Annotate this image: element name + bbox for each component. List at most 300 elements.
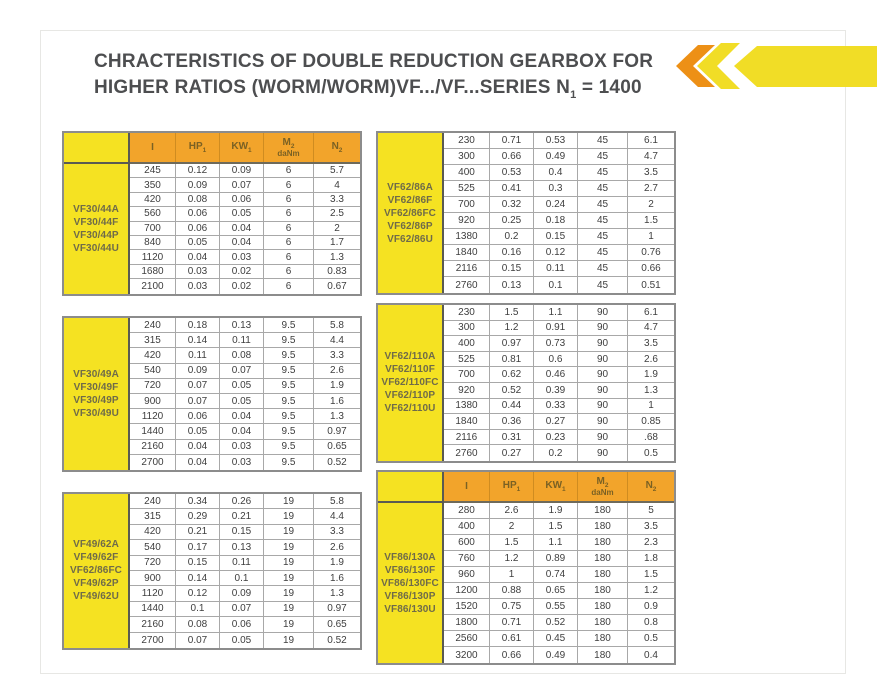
table-row [444,352,674,368]
table-row [444,414,674,430]
table-cell: 0.2 [534,445,578,461]
table-cell: 0.03 [176,279,220,293]
table-cell: 2.5 [330,208,344,220]
table-cell: 0.06 [176,409,220,423]
table-cell: 45 [578,133,628,148]
table-cell: 180 [578,647,628,663]
table-cell: 1.9 [534,503,578,518]
table-cell: 3.3 [330,526,344,538]
table-cell: 180 [578,535,628,550]
table-cell: 5.7 [330,165,344,177]
table-cell: 0.14 [176,333,220,347]
table-cell: 1520 [444,599,490,614]
table-cell: 0.1 [176,602,220,616]
model-label: VF86/130P [384,590,436,602]
table-cell: 0.02 [220,265,264,278]
table-cell: 1120 [130,250,176,263]
table-row [130,394,360,409]
table-row [444,305,674,321]
table-cell: 0.2 [490,229,534,244]
table-cell: 19 [264,571,314,585]
table-cell: 315 [130,333,176,347]
table-cell: 840 [130,236,176,249]
table-cell: 19 [264,494,314,508]
table-cell: 420 [130,193,176,206]
model-label: VF62/86U [387,233,433,245]
table-cell: 0.11 [220,333,264,347]
table-cell: 1 [648,231,654,242]
table-data-column [444,305,674,461]
table-cell: 6 [264,265,314,278]
table-cell: 0.24 [534,197,578,212]
table-cell: 2100 [130,279,176,293]
table-cell: 4.7 [644,151,658,162]
table-cell: 0.09 [176,364,220,378]
table-cell: 2.6 [490,503,534,518]
table-cell: 0.03 [176,265,220,278]
table-cell: 4 [334,179,340,191]
table-cell: 2.6 [644,353,658,365]
table-cell: 90 [578,445,628,461]
table-cell: 0.05 [176,236,220,249]
table-cell: 0.97 [327,425,347,437]
table-cell: 6 [264,236,314,249]
title-line2: HIGHER RATIOS (WORM/WORM)VF.../VF...SERIES $N_1 = 1400$ [94,77,642,101]
table-cell: 280 [444,503,490,518]
table-cell: 0.91 [534,321,578,336]
table-cell: 0.49 [534,149,578,164]
model-label: VF30/44U [73,242,119,254]
table-cell: 0.44 [490,399,534,414]
table-cell: 0.06 [220,617,264,631]
table-cell: 0.71 [490,615,534,630]
table-row [130,333,360,348]
table-row [444,615,674,631]
table-row [444,583,674,599]
table-row [130,250,360,264]
table-cell: 4.7 [644,322,658,334]
table-cell: 45 [578,165,628,180]
table-cell: 0.17 [176,540,220,554]
table-row [130,164,360,178]
table-cell: 2760 [444,277,490,293]
table-cell: 90 [578,321,628,336]
table-cell: 45 [578,277,628,293]
table-header-row [130,133,360,164]
table-cell: 0.15 [220,525,264,539]
gearbox-table-vf62-110 [376,303,676,463]
table-cell: 420 [130,348,176,362]
table-cell: 4.4 [330,334,344,346]
model-label: VF30/44F [73,216,119,228]
table-cell: 0.52 [490,383,534,398]
table-cell: 9.5 [264,394,314,408]
table-cell: 0.06 [220,193,264,206]
yellow-bar [734,46,877,87]
column-header: $N_2$ [331,141,343,154]
table-cell: 540 [130,364,176,378]
table-cell: 9.5 [264,379,314,393]
table-cell: 6 [264,193,314,206]
table-cell: 2560 [444,631,490,646]
table-cell: 400 [444,519,490,534]
model-label: VF62/86F [387,194,433,206]
table-cell: 0.03 [220,455,264,470]
table-row [444,519,674,535]
table-cell: 0.83 [327,265,347,277]
table-label [378,305,442,461]
table-cell: 0.12 [176,586,220,600]
table-cell: 6 [264,222,314,235]
title-subscript: 1 [570,88,577,101]
table-cell: 0.34 [176,494,220,508]
table-cell: 1.1 [534,535,578,550]
table-cell: 0.15 [176,556,220,570]
table-data-column [130,318,360,470]
table-cell: 0.04 [220,236,264,249]
table-cell: 0.07 [176,633,220,648]
table-cell: 0.33 [534,399,578,414]
table-cell: 90 [578,352,628,367]
table-cell: 180 [578,599,628,614]
table-cell: 0.52 [327,634,347,646]
table-cell: 0.04 [220,424,264,438]
table-cell: 0.27 [534,414,578,429]
table-row [130,540,360,555]
table-row [130,207,360,221]
table-cell: 0.05 [220,633,264,648]
table-cell: 3.5 [644,521,658,532]
table-cell: 0.02 [220,279,264,293]
model-label: VF30/44P [73,229,119,241]
table-label [64,318,128,470]
table-cell: 9.5 [264,348,314,362]
table-label [64,164,128,294]
table-cell: 90 [578,367,628,382]
model-label: VF62/110P [384,390,436,402]
table-row [444,367,674,383]
table-cell: 0.3 [534,181,578,196]
model-label: VF30/49U [73,407,119,419]
table-cell: 5.8 [330,319,344,331]
table-cell: 180 [578,503,628,518]
column-unit: daNm [591,488,614,497]
table-cell: 420 [130,525,176,539]
table-cell: 0.41 [490,181,534,196]
table-cell: 0.66 [490,149,534,164]
table-row [130,178,360,192]
table-cell: 0.21 [220,509,264,523]
table-row [130,236,360,250]
table-row [130,222,360,236]
table-cell: 0.65 [327,618,347,630]
table-cell: 0.03 [220,440,264,454]
table-cell: 0.62 [490,367,534,382]
table-cell: 6 [264,164,314,177]
table-cell: 2.6 [330,365,344,377]
table-cell: 90 [578,305,628,320]
table-cell: 2700 [130,633,176,648]
table-cell: 0.31 [490,430,534,445]
table-cell: 230 [444,305,490,320]
table-cell: 0.11 [534,261,578,276]
column-header: $HP_1$ [490,472,534,501]
table-cell: 180 [578,567,628,582]
column-unit: daNm [277,149,300,158]
table-cell: 5 [648,505,654,516]
table-cell: 0.14 [176,571,220,585]
table-label [64,494,128,648]
table-cell: 5.8 [330,495,344,507]
table-row [130,571,360,586]
table-cell: 0.61 [490,631,534,646]
table-row [130,318,360,333]
table-cell: 900 [130,394,176,408]
model-label: VF30/49A [73,368,119,380]
table-cell: 1120 [130,409,176,423]
table-cell: 720 [130,379,176,393]
table-cell: 9.5 [264,409,314,423]
table-cell: 1.8 [644,553,658,564]
table-cell: 2116 [444,261,490,276]
table-cell: 0.12 [534,245,578,260]
table-row [444,149,674,165]
table-row [444,197,674,213]
table-cell: 0.05 [176,424,220,438]
table-cell: 0.4 [534,165,578,180]
table-cell: 1.5 [534,519,578,534]
table-cell: 0.81 [490,352,534,367]
table-cell: 0.04 [220,222,264,235]
table-cell: 6 [264,250,314,263]
table-cell: 400 [444,336,490,351]
table-cell: 0.07 [220,602,264,616]
table-cell: 1440 [130,602,176,616]
table-row [444,181,674,197]
table-cell: 0.08 [220,348,264,362]
table-cell: 45 [578,181,628,196]
table-cell: 0.29 [176,509,220,523]
table-header-row [444,472,674,503]
model-label: VF49/62F [73,552,119,564]
table-cell: 0.39 [534,383,578,398]
table-row [444,631,674,647]
column-header: I [444,472,490,501]
table-cell: 1 [648,400,654,412]
table-row [444,399,674,415]
table-cell: 2 [648,199,654,210]
table-row [130,265,360,279]
title-line1: CHRACTERISTICS OF DOUBLE REDUCTION GEARBOX FOR [94,51,654,72]
label-header-spacer [64,133,128,164]
model-label: VF86/130FC [381,577,439,589]
table-row [444,229,674,245]
table-cell: 6 [264,279,314,293]
model-label: VF86/130U [384,603,436,615]
table-cell: 1.2 [644,585,658,596]
table-cell: 0.13 [220,540,264,554]
model-label: VF86/130F [384,564,436,576]
table-cell: 45 [578,149,628,164]
column-header: $KW_1$ [534,472,578,501]
table-cell: 0.13 [490,277,534,293]
table-label-column [378,472,444,663]
table-cell: 9.5 [264,424,314,438]
table-cell: 0.65 [534,583,578,598]
table-cell: 0.09 [220,586,264,600]
table-cell: 0.05 [220,207,264,220]
table-cell: 0.11 [220,556,264,570]
table-cell: 19 [264,509,314,523]
table-data-column [130,494,360,648]
table-cell: 1.7 [330,237,344,249]
table-row [444,321,674,337]
table-cell: 0.05 [220,379,264,393]
table-cell: 300 [444,321,490,336]
table-cell: 0.21 [176,525,220,539]
column-header: $KW_1$ [220,133,264,162]
table-cell: 0.49 [534,647,578,663]
table-cell: 19 [264,586,314,600]
table-cell: 0.88 [490,583,534,598]
table-cell: 0.04 [176,455,220,470]
table-cell: 1.9 [644,369,658,381]
table-row [444,551,674,567]
table-cell: 1.3 [330,410,344,422]
model-label: VF49/62A [73,539,119,551]
table-label-column [378,305,444,461]
table-cell: 0.45 [534,631,578,646]
table-cell: 6.1 [644,306,658,318]
table-cell: 0.74 [534,567,578,582]
table-cell: 9.5 [264,318,314,332]
table-cell: 3.3 [330,349,344,361]
table-cell: 230 [444,133,490,148]
table-cell: .68 [644,431,658,443]
table-cell: 19 [264,525,314,539]
table-label-column [64,318,130,470]
table-cell: 1.5 [490,305,534,320]
table-row [444,535,674,551]
table-cell: 0.4 [644,649,658,661]
table-cell: 0.89 [534,551,578,566]
table-cell: 0.27 [490,445,534,461]
table-cell: 9.5 [264,455,314,470]
table-cell: 700 [444,197,490,212]
table-row [130,364,360,379]
table-cell: 0.03 [220,250,264,263]
table-cell: 1.5 [644,215,658,226]
table-row [130,455,360,470]
table-cell: 245 [130,164,176,177]
table-cell: 760 [444,551,490,566]
table-cell: 45 [578,245,628,260]
table-cell: 2160 [130,440,176,454]
table-cell: 1800 [444,615,490,630]
model-label: VF49/62P [73,578,119,590]
table-cell: 4.4 [330,511,344,523]
table-row [444,430,674,446]
table-cell: 0.66 [641,263,661,274]
table-cell: 0.08 [176,617,220,631]
table-cell: 0.04 [220,409,264,423]
table-cell: 240 [130,318,176,332]
table-cell: 9.5 [264,440,314,454]
table-cell: 0.07 [176,379,220,393]
table-cell: 90 [578,430,628,445]
table-cell: 525 [444,352,490,367]
table-cell: 0.53 [534,133,578,148]
table-cell: 700 [444,367,490,382]
table-cell: 1.5 [644,569,658,580]
table-row [130,525,360,540]
table-cell: 0.52 [534,615,578,630]
table-row [130,193,360,207]
table-cell: 90 [578,399,628,414]
table-cell: 0.75 [490,599,534,614]
table-data-column [444,472,674,663]
table-cell: 1.1 [534,305,578,320]
column-header: I [130,133,176,162]
table-cell: 1380 [444,229,490,244]
model-label: VF30/49F [73,381,119,393]
table-row [130,602,360,617]
column-header: $HP_1$ [176,133,220,162]
table-data-column [130,133,360,294]
table-row [130,556,360,571]
table-row [444,245,674,261]
table-row [444,133,674,149]
table-cell: 0.07 [220,178,264,191]
table-cell: 720 [130,556,176,570]
table-cell: 3.5 [644,167,658,178]
table-cell: 0.6 [534,352,578,367]
table-row [130,617,360,632]
table-label-column [378,133,444,293]
table-cell: 0.04 [176,440,220,454]
table-cell: 1380 [444,399,490,414]
table-cell: 0.09 [176,178,220,191]
model-label: VF62/86P [387,220,433,232]
table-cell: 0.08 [176,193,220,206]
table-cell: 0.26 [220,494,264,508]
table-cell: 6.1 [644,135,658,146]
table-cell: 1840 [444,414,490,429]
table-label-column [64,133,130,294]
table-cell: 1.6 [330,395,344,407]
table-cell: 700 [130,222,176,235]
label-header-spacer [378,472,442,503]
table-cell: 920 [444,213,490,228]
table-row [130,379,360,394]
table-cell: 315 [130,509,176,523]
table-cell: 600 [444,535,490,550]
table-cell: 0.18 [534,213,578,228]
table-cell: 0.53 [490,165,534,180]
table-cell: 1.3 [644,384,658,396]
table-cell: 19 [264,633,314,648]
table-cell: 9.5 [264,364,314,378]
table-row [130,633,360,648]
table-row [444,445,674,461]
table-cell: 90 [578,414,628,429]
table-cell: 180 [578,615,628,630]
page-title [94,49,694,108]
table-cell: 2.7 [644,183,658,194]
table-row [130,348,360,363]
table-cell: 1.2 [490,551,534,566]
table-row [444,647,674,663]
